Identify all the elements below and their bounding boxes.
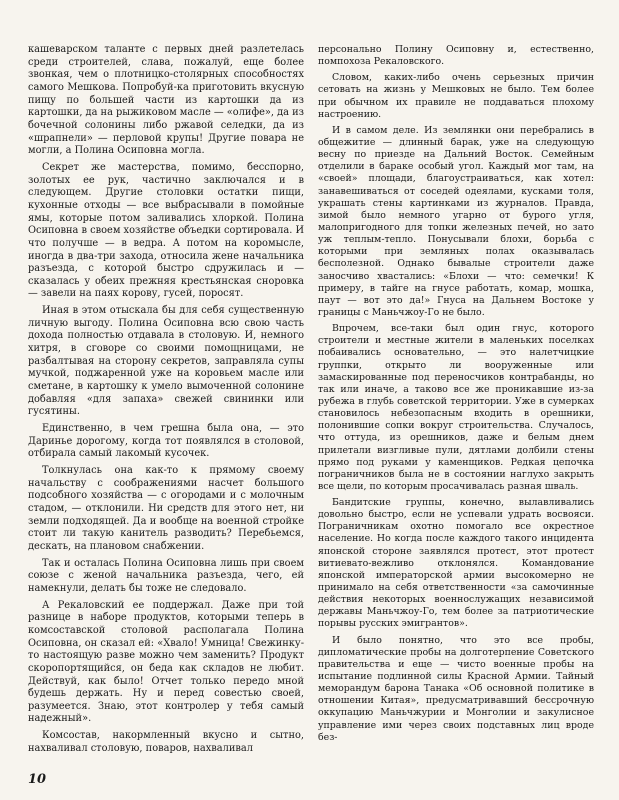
paragraph: Толкнулась она как-то к прямому своему начальству с соображениями насчет большого подсобного хозяйства — с огородами и с молочным стадом, — отклонили. Ни средств для этого нет, ни земли подходящей. Да и вообще на военной стройке стоит ли такую канитель разводить? Перебьемся, дескать, на плановом снабжении.	[28, 465, 304, 552]
paragraph: И в самом деле. Из землянки они перебрались в общежитие — длинный барак, уже на следующую весну по приезде на Дальний Восток. Семейным отделили в бараке особый угол. Каждый мог там, на «своей» площади, благоустраиваться, как хотел: занавешиваться от соседей одеялами, кусками толя, украшать стены картинками из журналов. Правда, зимой было немного угарно от бурого угля, малопригодного для топки железных печей, но зато уж теплым-тепло. Понусывали блохи, борьба с которыми при земляных полах оказывалась бесполезной. Однако бывалые строители даже заносчиво хвастались: «Блохи — что: семечки! К примеру, в тайге на гнусе работать, комар, мошка, паут — вот это да!» Гнуса на Дальнем Востоке у границы с Маньчжоу-Го не было.	[318, 124, 594, 318]
paragraph: Так и осталась Полина Осиповна лишь при своем союзе с женой начальника разъезда, чего, ей намекнули, делать бы тоже не следовало.	[28, 557, 304, 594]
paragraph: Иная в этом отыскала бы для себя существенную личную выгоду. Полина Осиповна всю свою часть дохода полностью отдавала в столовую. И, немного хитря, в сговоре со своими помощницами, не разбалтывая на сторону секретов, заправляла супы мучкой, поджаренной уже на коровьем масле или сметане, в картошку к умело вымоченной солонине добавляя «для запаха» свежей свининки или гусятины.	[28, 305, 304, 418]
paragraph: Бандитские группы, конечно, вылавливались довольно быстро, если не успевали удрать восвояси. Пограничникам охотно помогало все окрестное население. Но когда после каждого такого инцидента японской стороне заявлялся протест, этот протест витиевато-вежливо отклонялся. Командование японской императорской армии высокомерно не принимало на себя ответственности «за самочинные действия некоторых военнослужащих независимой державы Маньчжоу-Го, тем более за патриотические порывы русских эмигрантов».	[318, 497, 594, 630]
paragraph: Комсостав, накормленный вкусно и сытно, нахваливал столовую, поваров, нахваливал	[28, 730, 304, 754]
paragraph: Словом, каких-либо очень серьезных причин сетовать на жизнь у Мешковых не было. Тем более при обычном их правиле не поддаваться плохому настроению.	[318, 72, 594, 120]
paragraph: персонально Полину Осиповну и, естественно, помпохоза Рекаловского.	[318, 44, 594, 68]
paragraph: кашеварском таланте с первых дней разлетелась среди строителей, слава, пожалуй, еще более звонкая, чем о плотницко-столярных способностях самого Мешкова. Попробуй-ка приготовить вкусную пищу по большей части из картошки да из картошки, да на рыжиковом масле — «олифе», да из бочечной солонины либо ржавой селедки, да из «шрапнели» — перловой крупы! Другие повара не могли, а Полина Осиповна могла.	[28, 44, 304, 157]
paragraph: А Рекаловский ее поддержал. Даже при той разнице в наборе продуктов, которыми теперь в комсоставской столовой располагала Полина Осиповна, он сказал ей: «Хвало! Умница! Свежинку-то настоящую разве можно чем заменить? Продукт скоропортящийся, он беда как складов не любит. Действуй, как было! Отчет только передо мной будешь держать. Ну и перед совестью своей, разумеется. Знаю, этот контролер у тебя самый надежный».	[28, 599, 304, 725]
paragraph: Секрет же мастерства, помимо, бесспорно, золотых ее рук, частично заключался и в следующем. Другие столовки остатки пищи, кухонные отходы — все выбрасывали в помойные ямы, которые потом заливались хлоркой. Полина Осиповна в своем хозяйстве объедки сортировала. И что получше — в ведра. А потом на коромысле, иногда в два-три захода, относила жене начальника разъезда, с которой быстро сдружилась и — сказалась у обеих прежняя крестьянская сноровка — завели на паях корову, гусей, поросят.	[28, 161, 304, 300]
paragraph: И было понятно, что это все пробы, дипломатические пробы на долготерпение Советского правительства и еще — чисто военные пробы на испытание подлинной силы Красной Армии. Тайный меморандум барона Танака «Об основной политике в отношении Китая», предусматривавший бессрочную оккупацию Маньчжурии и Монголии и закулисное управление ими через своих подставных лиц вроде без-	[318, 634, 594, 743]
paragraph: Впрочем, все-таки был один гнус, которого строители и местные жители в маленьких поселках побаивались основательно, — это налетчицкие группки, открыто ли вооруженные или замаскированные под переносчиков контрабанды, но так или иначе, а таково все же проникавшие из-за рубежа в глубь советской территории. Уже в сумерках становилось небезопасным входить в орешники, полонившие сопки вокруг строительства. Случалось, что оттуда, из орешников, даже и белым днем прилетали визгливые пули, дятлами долбили стены прямо под руками у каменщиков. Редкая цепочка пограничников была не в состоянии наглухо закрыть все щели, по которым просачивалась разная шваль.	[318, 323, 594, 492]
left-column	[28, 44, 304, 755]
paragraph: Единственно, в чем грешна была она, — это Даринье дорогому, когда тот появлялся в столовой, отбирала самый лакомый кусочек.	[28, 423, 304, 460]
right-column	[318, 44, 594, 744]
page-number: 10	[28, 772, 47, 787]
